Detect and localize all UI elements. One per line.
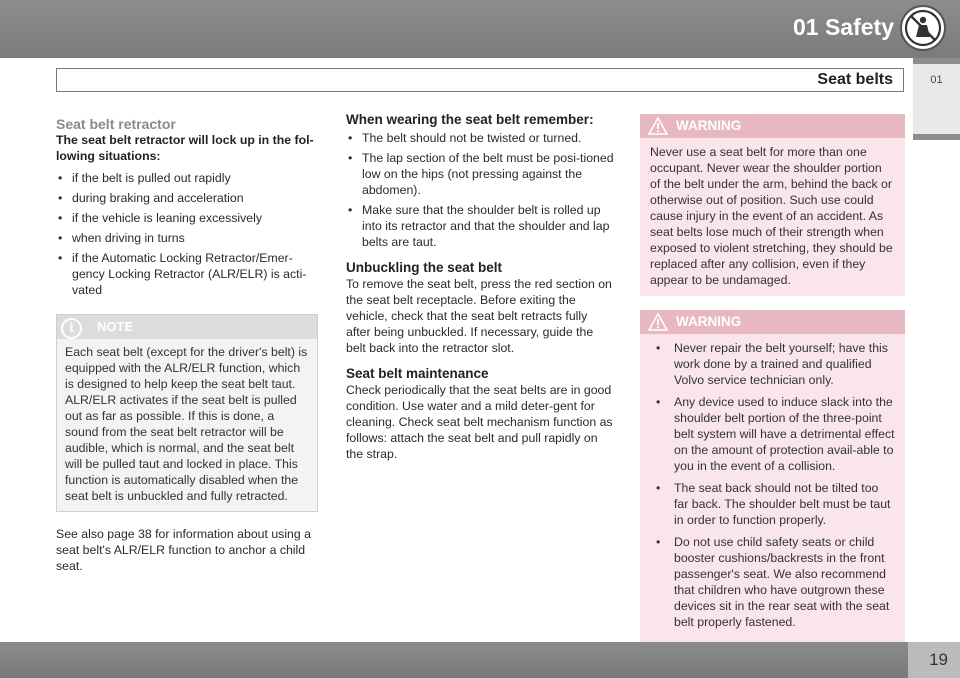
note-header: [57, 315, 317, 339]
section-title: Seat belts: [817, 71, 893, 88]
warning-box: [640, 114, 905, 296]
see-also-text: See also page 38 for information about using a seat belt's ALR/ELR function to anchor a child seat.: [56, 527, 311, 573]
no-seatbelt-warning-icon: [900, 5, 946, 51]
unbuckling-heading: Unbuckling the seat belt: [346, 260, 503, 275]
warning-title: WARNING: [676, 314, 742, 329]
list-item: • Make sure that the shoulder belt is rolled up into its retractor and that the shoulder and lap belts are taut.: [346, 202, 614, 250]
retractor-heading: Seat belt retractor: [56, 116, 176, 132]
section-header-bar: [56, 68, 904, 92]
list-item: • if the vehicle is leaning excessively: [56, 210, 318, 226]
chapter-tab-column: [913, 58, 960, 140]
maintenance-text: Check periodically that the seat belts are in good condition. Use water and a mild deter-gent for cleaning. Check seat belt mechanism function as follows: attach the seat belt and pull rapidly on the strap.: [346, 383, 613, 461]
list-item: • The belt should not be twisted or turned.: [346, 130, 614, 146]
warning-list: [650, 340, 895, 630]
list-item: • Never repair the belt yourself; have this work done by a trained and qualified Volvo service technician only.: [650, 340, 895, 388]
chapter-header-bar: [0, 0, 960, 58]
column-retractor: [56, 112, 318, 574]
remember-list: [346, 130, 614, 250]
warning-header: [640, 310, 905, 334]
unbuckling-text: To remove the seat belt, press the red section on the seat belt receptacle. Before exiting the vehicle, check that the seat belt retracts fully after being unbuckled. If necessary, guide the belt back into the retractor slot.: [346, 277, 612, 355]
list-item: • The seat back should not be tilted too far back. The shoulder belt must be taut in order to function properly.: [650, 480, 895, 528]
chapter-title: 01 Safety: [792, 14, 894, 40]
list-item: • Do not use child safety seats or child booster cushions/backrests in the front passenger's seat. We also recommend that children who have outgrown these devices sit in the rear seat with the seat belt properly fastened.: [650, 534, 895, 630]
info-icon: i: [61, 318, 82, 339]
column-usage: [346, 112, 614, 462]
list-item: • The lap section of the belt must be posi-tioned low on the hips (not pressing against the abdomen).: [346, 150, 614, 198]
warning-triangle-icon: [648, 117, 668, 135]
page-number-box: [908, 642, 960, 678]
list-item: • if the belt is pulled out rapidly: [56, 170, 318, 186]
note-title: NOTE: [97, 319, 134, 334]
retractor-list: [56, 170, 318, 298]
list-item: • if the Automatic Locking Retractor/Emer-gency Locking Retractor (ALR/ELR) is acti-vated: [56, 250, 318, 298]
chapter-tab[interactable]: 01: [913, 64, 960, 134]
list-item: • when driving in turns: [56, 230, 318, 246]
note-body: Each seat belt (except for the driver's belt) is equipped with the ALR/ELR function, which is designed to help keep the seat belt taut. ALR/ELR activates if the seat belt is pulled out as far as possible. If this is done, a sound from the seat belt retractor will be audible, which is normal, and the seat belt will be pulled taut and locked in place. This function is automatically disabled when the seat belt is unbuckled and fully retracted.: [57, 339, 317, 511]
note-box: [56, 314, 318, 512]
maintenance-heading: Seat belt maintenance: [346, 366, 489, 381]
warning-title: WARNING: [676, 118, 742, 133]
warning-body: [640, 334, 905, 644]
list-item: • Any device used to induce slack into the shoulder belt portion of the three-point belt system will have a detrimental effect on the amount of protection avail-able to you in the event of a collision.: [650, 394, 895, 474]
footer-bar: [0, 642, 960, 678]
warning-triangle-icon: [648, 313, 668, 331]
page-number: 19: [929, 650, 948, 669]
list-item: • during braking and acceleration: [56, 190, 318, 206]
column-warnings: [640, 114, 905, 644]
warning-body: Never use a seat belt for more than one occupant. Never wear the shoulder portion of the belt under the arm, behind the back or otherwise out of position. Such use could cause injury in the event of an accident. As seat belts lose much of their strength when exposed to violent stretching, they should be replaced after any collision, even if they appear to be undamaged.: [650, 145, 893, 287]
retractor-lead: The seat belt retractor will lock up in the fol-lowing situations:: [56, 133, 314, 163]
warning-box: [640, 310, 905, 644]
remember-heading: When wearing the seat belt remember:: [346, 112, 594, 127]
warning-header: [640, 114, 905, 138]
